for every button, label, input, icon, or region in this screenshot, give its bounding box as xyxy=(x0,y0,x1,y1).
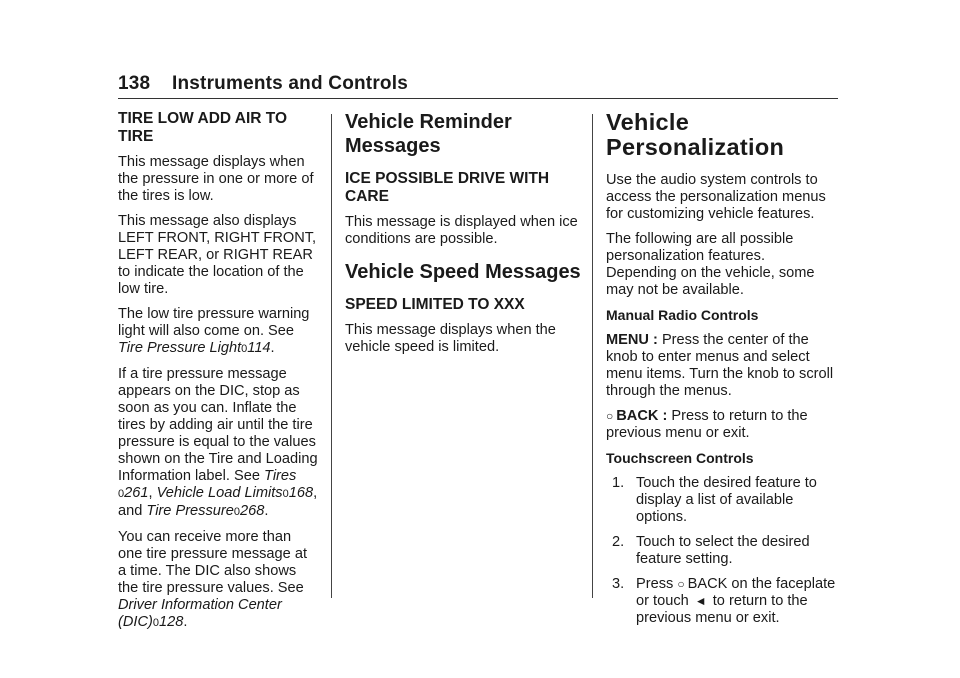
personalization-p1: Use the audio system controls to access the personalization menus for customizing vehicle features. xyxy=(606,172,826,222)
page-ref[interactable]: 268 xyxy=(240,503,265,519)
step-number: 3. xyxy=(612,576,625,592)
speed-limited-text: This message displays when the vehicle speed is limited. xyxy=(345,322,556,355)
ref-arrow-icon: 0 xyxy=(118,488,125,500)
column-divider-1 xyxy=(331,114,332,598)
step-text: BACK on the faceplate or touch xyxy=(636,576,836,609)
p4-and: and xyxy=(118,503,147,519)
ref-arrow-icon: 0 xyxy=(241,343,248,355)
step-number: 1. xyxy=(612,475,625,491)
page-number: 138 xyxy=(118,73,151,94)
menu-description xyxy=(606,332,838,400)
personalization-title: Vehicle Personalization xyxy=(606,109,785,160)
personalization-p2: The following are all possible personalization features. Depending on the vehicle, some may not be available. xyxy=(606,231,815,298)
p4-text: If a tire pressure message appears on the DIC, stop as soon as you can. Inflate the tires by adding air until the tire pressure is equal to the values shown on the Tire and Loading Information label. See xyxy=(118,366,318,484)
tire-low-p1: This message displays when the pressure in one or more of the tires is low. xyxy=(118,154,314,204)
p3-text: The low tire pressure warning light will also come on. See xyxy=(118,306,310,339)
back-text: Press to return to the previous menu or exit. xyxy=(606,408,808,441)
reminder-messages-title: Vehicle Reminder Messages xyxy=(345,111,512,157)
section-title: Instruments and Controls xyxy=(172,73,408,94)
tire-low-p5: You can receive more than one tire pressure message at a time. The DIC also shows the tire pressure values. See Driver Information Center (DIC)0128. xyxy=(118,529,308,630)
vehicle-load-limits-link[interactable]: Vehicle Load Limits xyxy=(156,485,283,501)
list-item xyxy=(606,576,838,627)
touchscreen-controls-heading: Touchscreen Controls xyxy=(606,450,754,466)
tire-low-p3: The low tire pressure warning light will also come on. See Tire Pressure Light0114. xyxy=(118,306,310,356)
page-ref[interactable]: 128 xyxy=(158,614,184,630)
tires-link[interactable]: Tires xyxy=(264,468,297,484)
list-item xyxy=(606,475,838,526)
page-ref[interactable]: 261 xyxy=(124,485,149,501)
column-1 xyxy=(118,110,318,640)
o-back-icon: ○ xyxy=(606,409,614,423)
back-label: BACK : xyxy=(616,408,668,424)
back-arrow-icon: ◄ xyxy=(694,594,707,608)
page-header xyxy=(118,68,838,99)
page-ref[interactable]: 168 xyxy=(288,485,314,501)
column-2 xyxy=(345,110,590,364)
tire-pressure-link[interactable]: Tire Pressure xyxy=(146,503,234,519)
step-text: Touch the desired feature to display a list of available options. xyxy=(636,475,817,525)
step-text: to return to the previous menu or exit. xyxy=(636,593,808,626)
column-divider-2 xyxy=(592,114,593,598)
back-description xyxy=(606,408,838,442)
ref-arrow-icon: 0 xyxy=(233,506,240,518)
step-text: Touch to select the desired feature setting. xyxy=(636,534,810,567)
column-3 xyxy=(606,110,838,635)
tire-low-heading: TIRE LOW ADD AIR TO TIRE xyxy=(118,110,288,145)
speed-messages-title: Vehicle Speed Messages xyxy=(345,261,581,283)
touchscreen-steps xyxy=(606,475,838,627)
dic-link[interactable]: Driver Information Center (DIC) xyxy=(118,597,282,630)
tire-low-p2: This message also displays LEFT FRONT, RIGHT FRONT, LEFT REAR, or RIGHT REAR to indicate the location of the low tire. xyxy=(118,213,317,297)
manual-radio-controls-heading: Manual Radio Controls xyxy=(606,307,759,323)
menu-text: Press the center of the knob to enter menus and select menu items. Turn the knob to scroll through the menus. xyxy=(606,332,834,399)
page-ref[interactable]: 114 xyxy=(247,340,271,356)
speed-limited-heading: SPEED LIMITED TO XXX xyxy=(345,296,525,313)
menu-label: MENU : xyxy=(606,332,658,348)
ref-arrow-icon: 0 xyxy=(282,488,289,500)
ref-arrow-icon: 0 xyxy=(152,617,159,629)
p5-text: You can receive more than one tire pressure message at a time. The DIC also shows the tire pressure values. See xyxy=(118,529,308,596)
step-number: 2. xyxy=(612,534,625,550)
ice-possible-text: This message is displayed when ice conditions are possible. xyxy=(345,214,578,247)
tire-low-p4: If a tire pressure message appears on the DIC, stop as soon as you can. Inflate the tires by adding air until the tire pressure is equal to the values shown on the Tire and Loading Information label. See Tires 0261, Vehicle Load Limits0168, and Tire Pressure0268. xyxy=(118,366,318,519)
o-back-icon: ○ xyxy=(677,577,685,591)
tire-pressure-light-link[interactable]: Tire Pressure Light xyxy=(118,340,242,356)
list-item xyxy=(606,534,838,568)
step-text: Press xyxy=(636,576,678,592)
ice-possible-heading: ICE POSSIBLE DRIVE WITH CARE xyxy=(345,170,550,205)
